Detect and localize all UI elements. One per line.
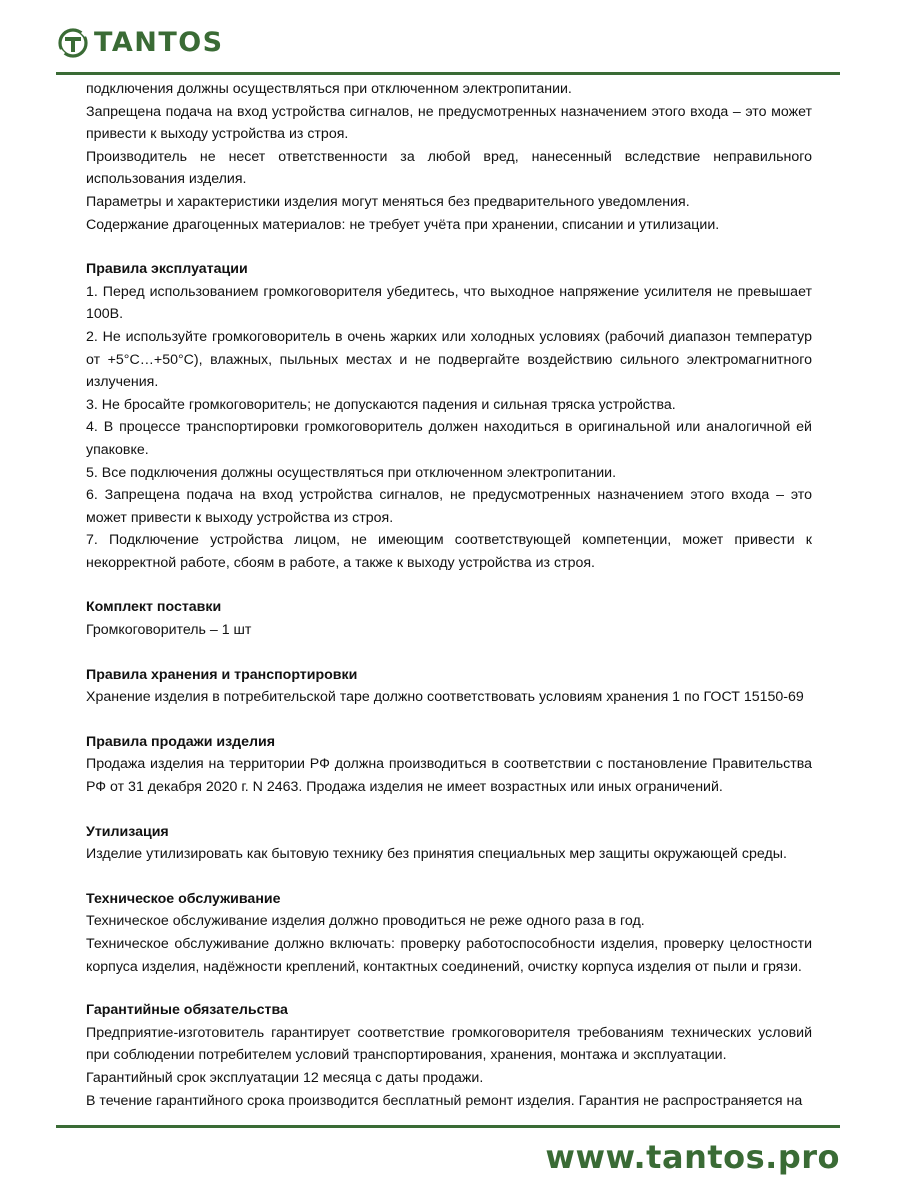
brand-logo [56,26,224,60]
intro-section [86,78,812,236]
paragraph: Параметры и характеристики изделия могут меняться без предварительного уведомления. [86,193,690,210]
operation-section [86,258,812,574]
list-item: 6. Запрещена подача на вход устройства сигналов, не предусмотренных назначением этого входа – это может привести к выходу устройства из строя. [86,487,812,526]
footer-divider [56,1125,840,1128]
storage-section [86,664,812,709]
paragraph: Предприятие-изготовитель гарантирует соответствие громкоговорителя требованиям технических условий при соблюдении потребителем условий транспортирования, хранения, монтажа и эксплуатации. [86,1024,812,1064]
list-item: 1. Перед использованием громкоговорителя убедитесь, что выходное напряжение усилителя не превышает 100В. [86,283,812,323]
list-item: 4. В процессе транспортировки громкоговоритель должен находиться в оригинальной или аналогичной ей упаковке. [86,419,812,458]
paragraph: подключения должны осуществляться при отключенном электропитании. [86,81,572,97]
section-title: Комплект поставки [86,599,222,616]
paragraph: Гарантийный срок эксплуатации 12 месяца с даты продажи. [86,1069,484,1086]
list-item: 2. Не используйте громкоговоритель в очень жарких или холодных условиях (рабочий диапазон температур от +5°С…+50°С), влажных, пыльных местах и не подвергайте воздействию сильного электромагнитного излучения. [86,328,812,391]
warranty-section [86,999,812,1112]
list-item: 5. Все подключения должны осуществляться при отключенном электропитании. [86,464,617,481]
paragraph: Техническое обслуживание должно включать: проверку работоспособности изделия, проверку целостности корпуса изделия, надёжности креплений, контактных соединений, очистку корпуса изделия от пыли и грязи. [86,936,812,975]
package-section [86,596,812,641]
website-url: www.tantos.pro [545,1138,840,1176]
section-title: Гарантийные обязательства [86,1002,288,1019]
list-item: 7. Подключение устройства лицом, не имеющим соответствующей компетенции, может привести к некорректной работе, сбоям в работе, а также к выходу устройства из строя. [86,532,812,571]
paragraph: Запрещена подача на вход устройства сигналов, не предусмотренных назначением этого входа – это может привести к выходу устройства из строя. [86,103,812,143]
paragraph: В течение гарантийного срока производится бесплатный ремонт изделия. Гарантия не распространяется на [86,1092,803,1109]
paragraph: Изделие утилизировать как бытовую технику без принятия специальных мер защиты окружающей среды. [86,846,787,863]
paragraph: Продажа изделия на территории РФ должна производиться в соответствии с постановление Правительства РФ от 31 декабря 2020 г. N 2463. Продажа изделия не имеет возрастных или иных ограничений. [86,756,812,796]
document-body [86,78,812,1112]
section-title: Правила хранения и транспортировки [86,666,358,683]
paragraph: Производитель не несет ответственности за любой вред, нанесенный вследствие неправильного использования изделия. [86,148,812,188]
paragraph: Громкоговоритель – 1 шт [86,622,252,639]
header-divider [56,72,840,75]
sale-section [86,731,812,799]
maintenance-section [86,888,812,978]
paragraph: Хранение изделия в потребительской таре должно соответствовать условиям хранения 1 по ГОСТ 15150-69 [86,689,804,706]
brand-name: TANTOS [94,27,224,58]
section-title: Техническое обслуживание [86,890,281,907]
list-item: 3. Не бросайте громкоговоритель; не допускаются падения и сильная тряска устройства. [86,396,676,413]
tantos-logo-icon [56,26,90,60]
section-title: Утилизация [86,823,169,840]
paragraph: Содержание драгоценных материалов: не требует учёта при хранении, списании и утилизации. [86,216,720,233]
paragraph: Техническое обслуживание изделия должно проводиться не реже одного раза в год. [86,913,645,930]
section-title: Правила эксплуатации [86,261,248,278]
section-title: Правила продажи изделия [86,733,276,750]
disposal-section [86,821,812,866]
